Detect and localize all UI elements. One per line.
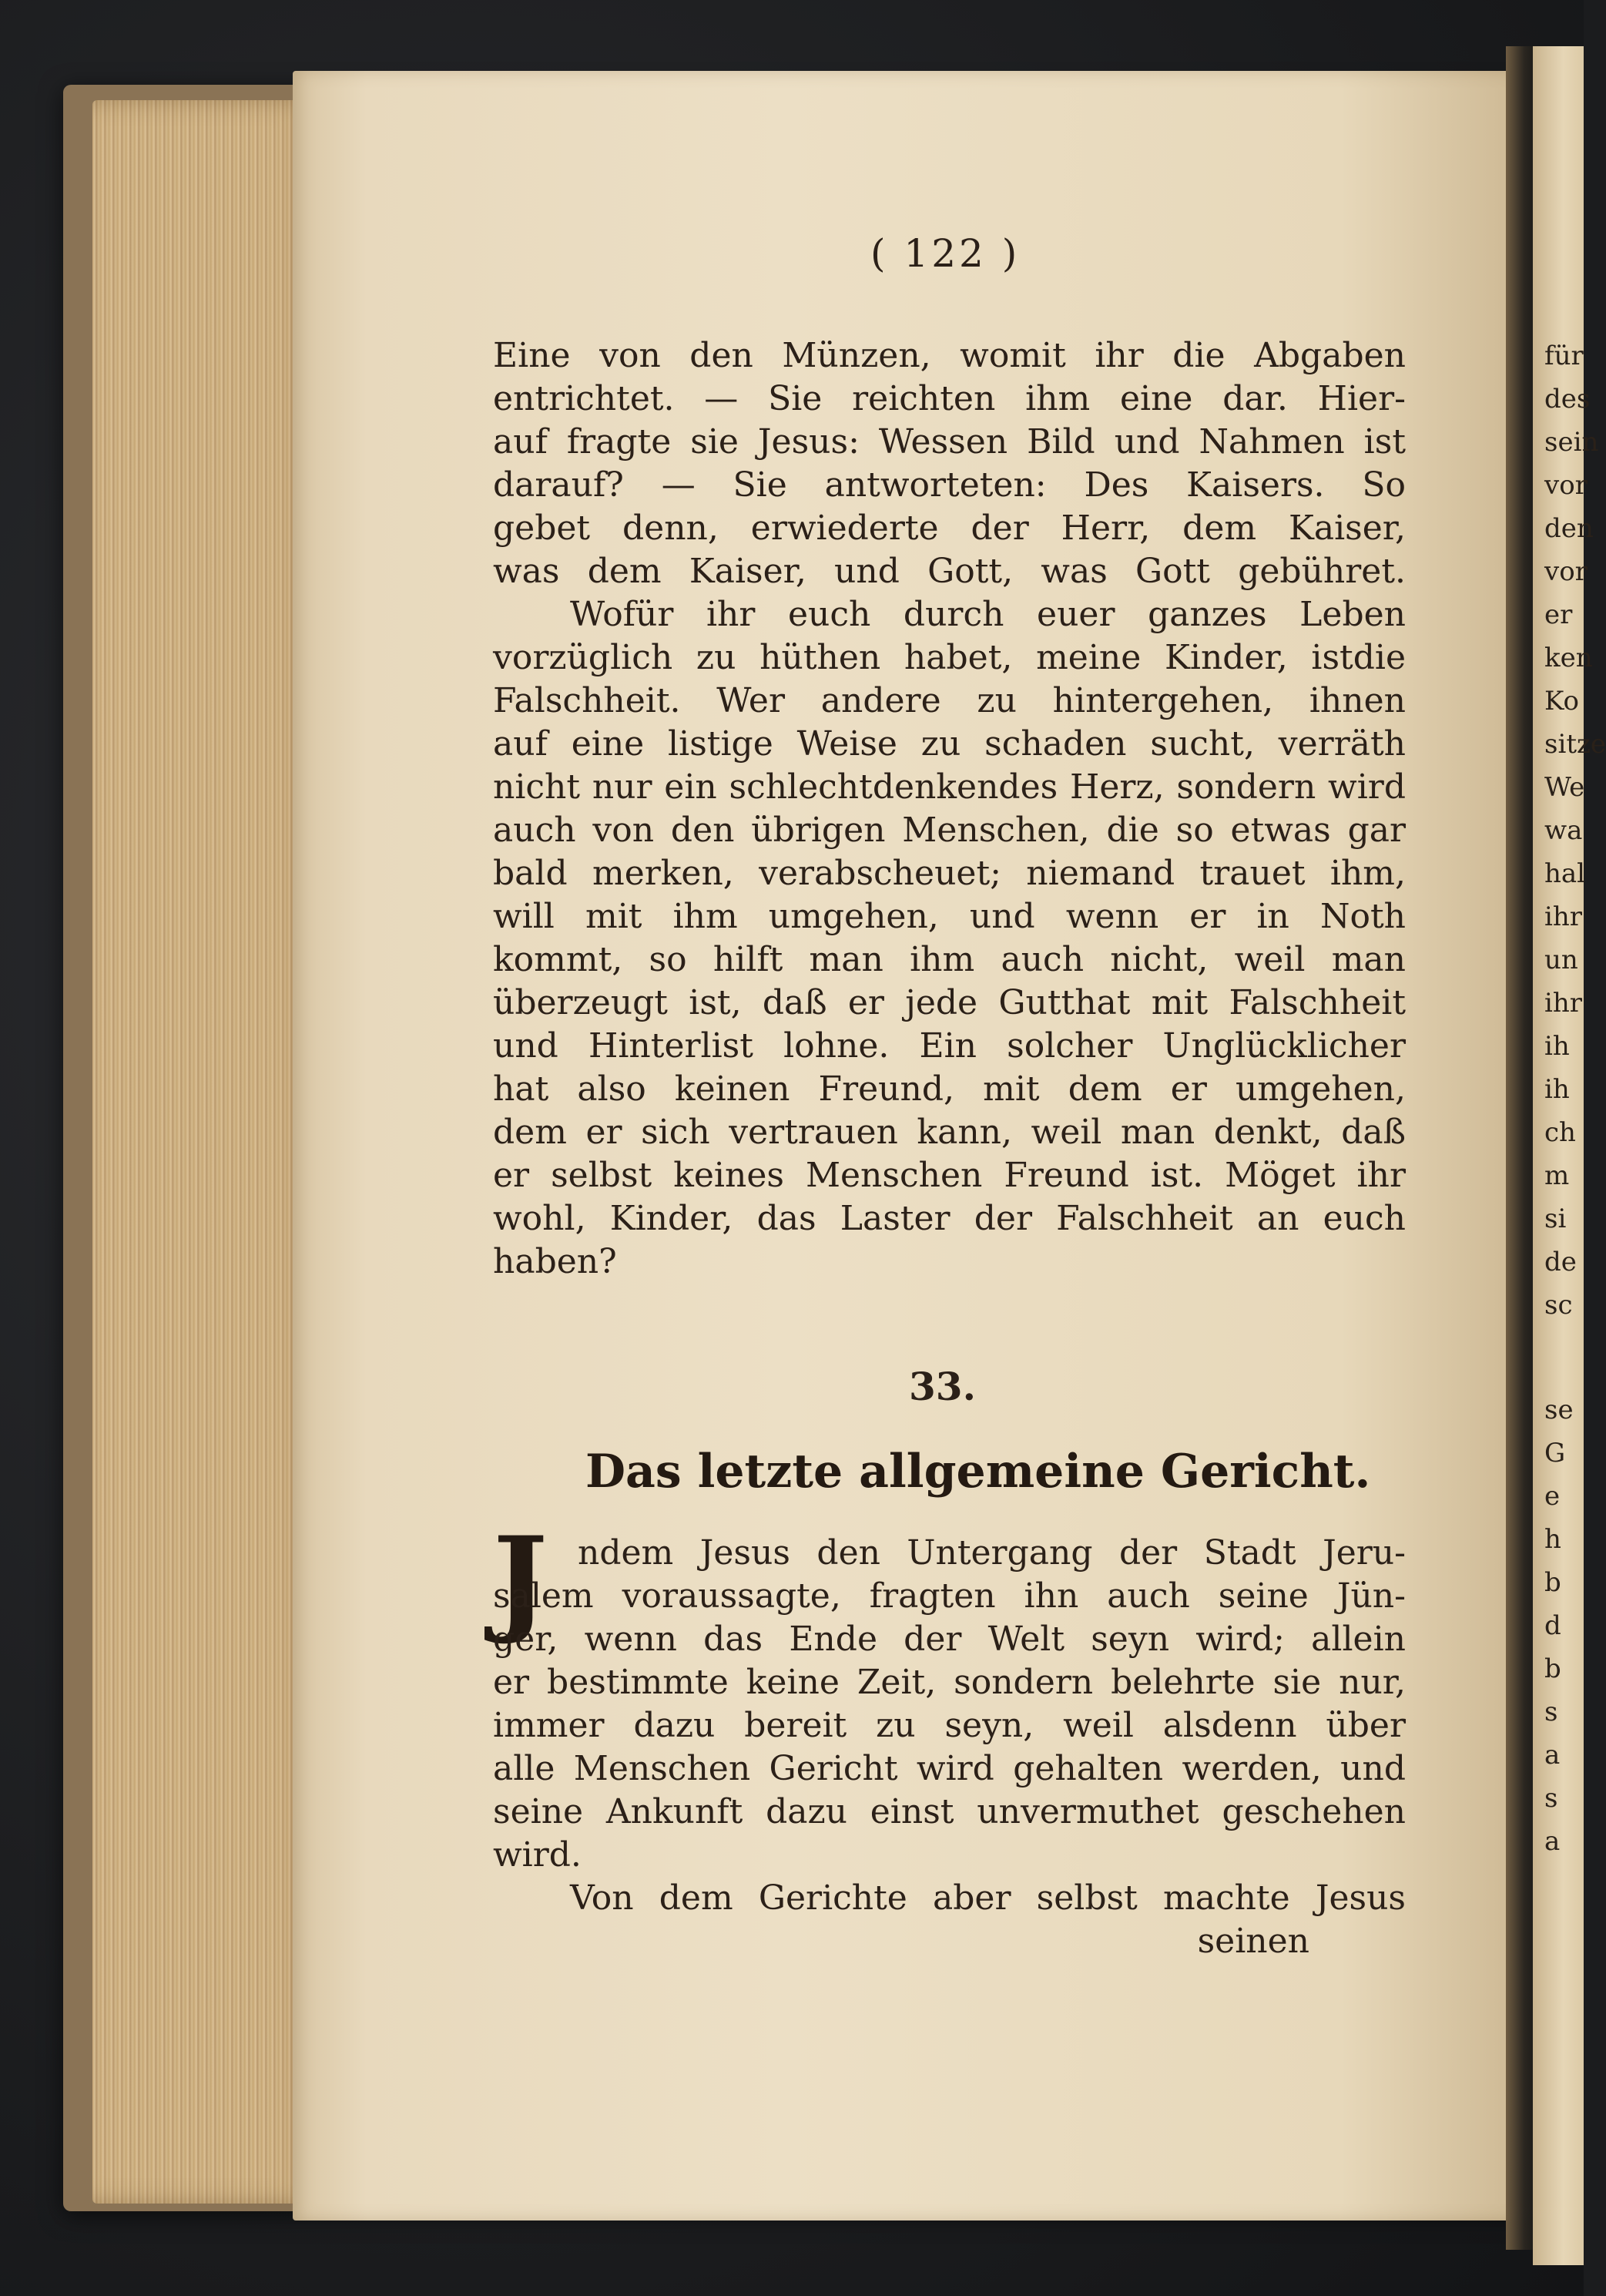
- facing-page-fragment: er: [1544, 599, 1573, 630]
- text-line: vorzüglich zu hüthen habet, meine Kinder, istdie: [493, 638, 1406, 677]
- facing-page-fragment: ihr: [1544, 988, 1583, 1019]
- text-line: hat also keinen Freund, mit dem er umgehen,: [493, 1069, 1406, 1109]
- facing-page-fragment: für: [1544, 341, 1584, 371]
- text-line: was dem Kaiser, und Gott, was Gott gebühret.: [493, 552, 1406, 591]
- facing-page-fragment: des: [1544, 384, 1591, 415]
- drop-cap: J: [493, 1512, 548, 1647]
- section-number: 33.: [909, 1364, 976, 1409]
- text-line: Wofür ihr euch durch euer ganzes Leben: [570, 595, 1406, 634]
- facing-page-fragment: b: [1544, 1567, 1561, 1598]
- facing-page-fragment: s: [1544, 1697, 1558, 1727]
- facing-page-fragment: m: [1544, 1160, 1570, 1191]
- text-line: kommt, so hilft man ihm auch nicht, weil man: [493, 940, 1406, 979]
- facing-page-fragment: Ko: [1544, 686, 1579, 717]
- facing-page-fragment: e: [1544, 1481, 1561, 1512]
- text-line: haben?: [493, 1242, 617, 1281]
- facing-page-fragment: a: [1544, 1740, 1561, 1771]
- text-line: wohl, Kinder, das Laster der Falschheit an euch: [493, 1199, 1406, 1238]
- facing-page-fragment: wa: [1544, 815, 1583, 846]
- facing-page-fragment: si: [1544, 1203, 1567, 1234]
- text-line: gebet denn, erwiederte der Herr, dem Kaiser,: [493, 509, 1406, 548]
- facing-page-fragment: sein: [1544, 427, 1599, 458]
- facing-page-edge: [1533, 46, 1606, 2265]
- text-line: entrichtet. — Sie reichten ihm eine dar. Hier-: [493, 379, 1406, 418]
- text-line: will mit ihm umgehen, und wenn er in Noth: [493, 897, 1406, 936]
- facing-page-fragment: d: [1544, 1610, 1561, 1641]
- text-line: wird.: [493, 1835, 582, 1875]
- facing-page-fragment: We: [1544, 772, 1585, 803]
- text-line: bald merken, verabscheuet; niemand trauet ihm,: [493, 854, 1406, 893]
- facing-page-fragment: ch: [1544, 1117, 1576, 1148]
- facing-page-fragment: sc: [1544, 1290, 1573, 1321]
- text-line: Eine von den Münzen, womit ihr die Abgaben: [493, 336, 1406, 375]
- page-edges: [92, 100, 316, 2204]
- text-line: auf eine listige Weise zu schaden sucht, verräth: [493, 724, 1406, 764]
- facing-page-fragment: de: [1544, 1247, 1577, 1277]
- text-line: ger, wenn das Ende der Welt seyn wird; allein: [493, 1620, 1406, 1659]
- text-line: Falschheit. Wer andere zu hintergehen, ihnen: [493, 681, 1406, 720]
- facing-page-fragment: vor: [1544, 556, 1588, 587]
- text-line: dem er sich vertrauen kann, weil man denkt, daß: [493, 1113, 1406, 1152]
- facing-page-fragment: b: [1544, 1653, 1561, 1684]
- text-line: Von dem Gerichte aber selbst machte Jesus: [570, 1878, 1406, 1918]
- facing-page-fragment: a: [1544, 1826, 1561, 1857]
- text-line: überzeugt ist, daß er jede Gutthat mit Falschheit: [493, 983, 1406, 1022]
- text-line: auch von den übrigen Menschen, die so etwas gar: [493, 811, 1406, 850]
- facing-page-fragment: den: [1544, 513, 1594, 544]
- text-line: seine Ankunft dazu einst unvermuthet geschehen: [493, 1792, 1406, 1831]
- facing-page-fragment: vor: [1544, 470, 1588, 501]
- text-line: er selbst keines Menschen Freund ist. Möget ihr: [493, 1156, 1406, 1195]
- text-line: immer dazu bereit zu seyn, weil alsdenn über: [493, 1706, 1406, 1745]
- text-line: auf fragte sie Jesus: Wessen Bild und Nahmen ist: [493, 422, 1406, 462]
- text-line: ndem Jesus den Untergang der Stadt Jeru-: [578, 1533, 1406, 1573]
- facing-page-fragment: ken: [1544, 643, 1593, 673]
- facing-page-fragment: ihr: [1544, 901, 1583, 932]
- facing-page-fragment: G: [1544, 1438, 1566, 1469]
- text-line: salem voraussagte, fragten ihn auch seine Jün-: [493, 1576, 1406, 1616]
- book-gutter: [1506, 46, 1537, 2250]
- facing-page-fragment: s: [1544, 1783, 1558, 1814]
- text-line: und Hinterlist lohne. Ein solcher Unglücklicher: [493, 1026, 1406, 1066]
- facing-page-fragment: hal: [1544, 858, 1586, 889]
- text-line: er bestimmte keine Zeit, sondern belehrte sie nur,: [493, 1663, 1406, 1702]
- facing-page-fragment: un: [1544, 945, 1578, 975]
- facing-page-fragment: ih: [1544, 1031, 1570, 1062]
- text-line: nicht nur ein schlechtdenkendes Herz, sondern wird: [493, 767, 1406, 807]
- facing-page-fragment: sitze: [1544, 729, 1606, 760]
- facing-page-fragment: ih: [1544, 1074, 1570, 1105]
- facing-page-fragment: h: [1544, 1524, 1561, 1555]
- section-title: Das letzte allgemeine Gericht.: [585, 1445, 1371, 1499]
- catchword: seinen: [1197, 1922, 1309, 1961]
- page-number: ( 122 ): [870, 231, 1021, 276]
- facing-page-fragment: se: [1544, 1395, 1574, 1425]
- text-line: alle Menschen Gericht wird gehalten werden, und: [493, 1749, 1406, 1788]
- text-line: darauf? — Sie antworteten: Des Kaisers. So: [493, 465, 1406, 505]
